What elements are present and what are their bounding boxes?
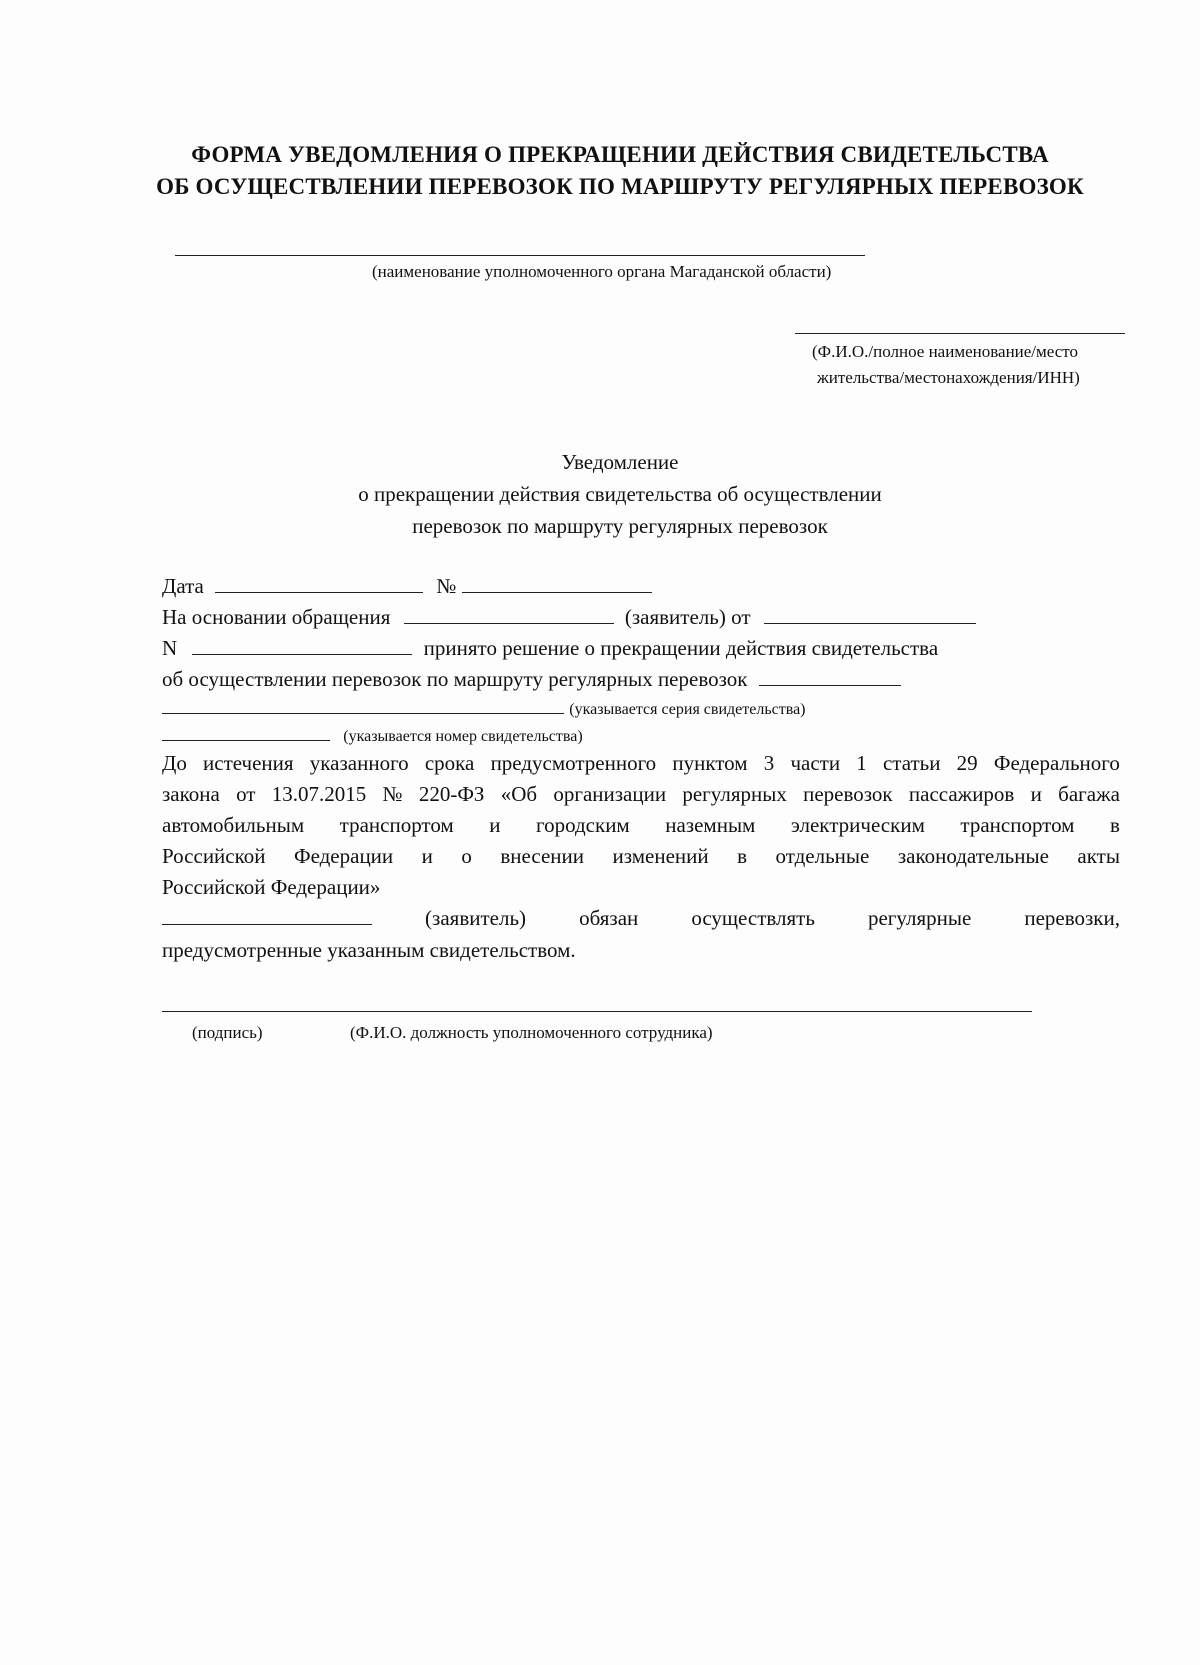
body-word: транспортом: [960, 813, 1075, 837]
body-word: Федерального: [993, 751, 1120, 775]
body-word: 220-ФЗ: [418, 782, 485, 806]
body-word: в: [1109, 813, 1120, 837]
series-caption: (указывается серия свидетельства): [569, 701, 806, 718]
notice-heading-line-3: перевозок по маршруту регулярных перевозок: [412, 514, 828, 538]
body-word: пассажиров: [908, 782, 1015, 806]
appeal-number-field[interactable]: [192, 636, 412, 655]
body-word: статьи: [882, 751, 941, 775]
notice-heading-line-2: о прекращении действия свидетельства об осуществлении: [358, 482, 882, 506]
body-word: части: [790, 751, 841, 775]
notice-heading-line-1: Уведомление: [561, 450, 679, 474]
body-word: До: [162, 751, 187, 775]
body-word: 1: [856, 751, 867, 775]
certificate-row: [162, 667, 901, 692]
body-line-3: [162, 813, 1120, 838]
body-line-4: [162, 844, 1120, 869]
applicant-from-label: (заявитель) от: [624, 605, 751, 629]
series-field[interactable]: [162, 695, 564, 714]
authority-caption: (наименование уполномоченного органа Магаданской области): [372, 262, 832, 281]
certificate-text: об осуществлении перевозок по маршруту регулярных перевозок: [162, 667, 748, 691]
number-label: №: [436, 574, 457, 598]
body-word: организации: [553, 782, 667, 806]
basis-label: На основании обращения: [162, 605, 391, 629]
decision-text: принято решение о прекращении действия свидетельства: [423, 636, 939, 660]
signature-line: [162, 1011, 1032, 1012]
decision-row: [162, 636, 938, 661]
body-word: №: [382, 782, 403, 806]
body-word: предусмотренного: [490, 751, 657, 775]
date-number-row: [162, 574, 652, 599]
authority-name-line: [175, 255, 865, 256]
appeal-date-field[interactable]: [764, 605, 976, 624]
body-word: и: [1030, 782, 1042, 806]
body-word: регулярных: [682, 782, 787, 806]
cert-number-caption: (указывается номер свидетельства): [343, 728, 583, 745]
body-word: от: [236, 782, 256, 806]
body-line-2: [162, 782, 1120, 807]
obligation-word: обязан: [579, 906, 639, 930]
obligation-word: (заявитель): [425, 906, 527, 930]
recipient-caption-line-1: (Ф.И.О./полное наименование/место: [812, 342, 1079, 361]
body-word: о: [461, 844, 472, 868]
obligation-word: осуществлять: [691, 906, 815, 930]
body-word: транспортом: [339, 813, 454, 837]
body-word: багажа: [1058, 782, 1120, 806]
body-word: истечения: [203, 751, 294, 775]
body-word: Российской: [162, 844, 266, 868]
official-caption: (Ф.И.О. должность уполномоченного сотрудника): [350, 1023, 713, 1042]
recipient-caption-line-2: жительства/местонахождения/ИНН): [817, 368, 1080, 387]
body-word: 13.07.2015: [271, 782, 367, 806]
body-word: пунктом: [672, 751, 748, 775]
recipient-line: [795, 333, 1125, 334]
body-word: автомобильным: [162, 813, 305, 837]
body-word: изменений: [612, 844, 709, 868]
body-word: «Об: [500, 782, 538, 806]
n-label: N: [162, 636, 178, 660]
body-word: и: [489, 813, 501, 837]
body-word: 3: [763, 751, 775, 775]
body-word: указанного: [309, 751, 409, 775]
applicant-name-field[interactable]: [162, 906, 372, 925]
number-field[interactable]: [462, 574, 652, 593]
obligation-word: перевозки,: [1024, 906, 1120, 930]
series-row: [162, 695, 806, 720]
date-label: Дата: [162, 574, 204, 598]
body-line-5: Российской Федерации»: [162, 875, 381, 899]
body-word: городским: [536, 813, 630, 837]
obligation-line: [162, 906, 1120, 931]
cert-number-field[interactable]: [162, 722, 330, 741]
body-word: Федерации: [293, 844, 394, 868]
date-field[interactable]: [215, 574, 423, 593]
cert-number-row: [162, 722, 583, 747]
body-line-1: [162, 751, 1120, 776]
body-word: 29: [956, 751, 978, 775]
body-word: закона: [162, 782, 220, 806]
body-word: перевозок: [803, 782, 893, 806]
body-word: наземным: [665, 813, 756, 837]
form-title-line-2: ОБ ОСУЩЕСТВЛЕНИИ ПЕРЕВОЗОК ПО МАРШРУТУ РЕГУЛЯРНЫХ ПЕРЕВОЗОК: [156, 174, 1084, 199]
route-field[interactable]: [759, 667, 901, 686]
body-word: срока: [424, 751, 475, 775]
form-title-line-1: ФОРМА УВЕДОМЛЕНИЯ О ПРЕКРАЩЕНИИ ДЕЙСТВИЯ СВИДЕТЕЛЬСТВА: [191, 142, 1049, 167]
appeal-field[interactable]: [404, 605, 614, 624]
obligation-word: регулярные: [867, 906, 972, 930]
body-word: в: [737, 844, 748, 868]
body-word: законодательные: [897, 844, 1049, 868]
obligation-end: предусмотренные указанным свидетельством.: [162, 938, 576, 962]
body-word: и: [421, 844, 433, 868]
body-word: отдельные: [775, 844, 870, 868]
body-word: внесении: [500, 844, 584, 868]
body-word: акты: [1077, 844, 1120, 868]
signature-caption: (подпись): [192, 1023, 263, 1042]
basis-row: [162, 605, 976, 630]
body-word: электрическим: [790, 813, 925, 837]
